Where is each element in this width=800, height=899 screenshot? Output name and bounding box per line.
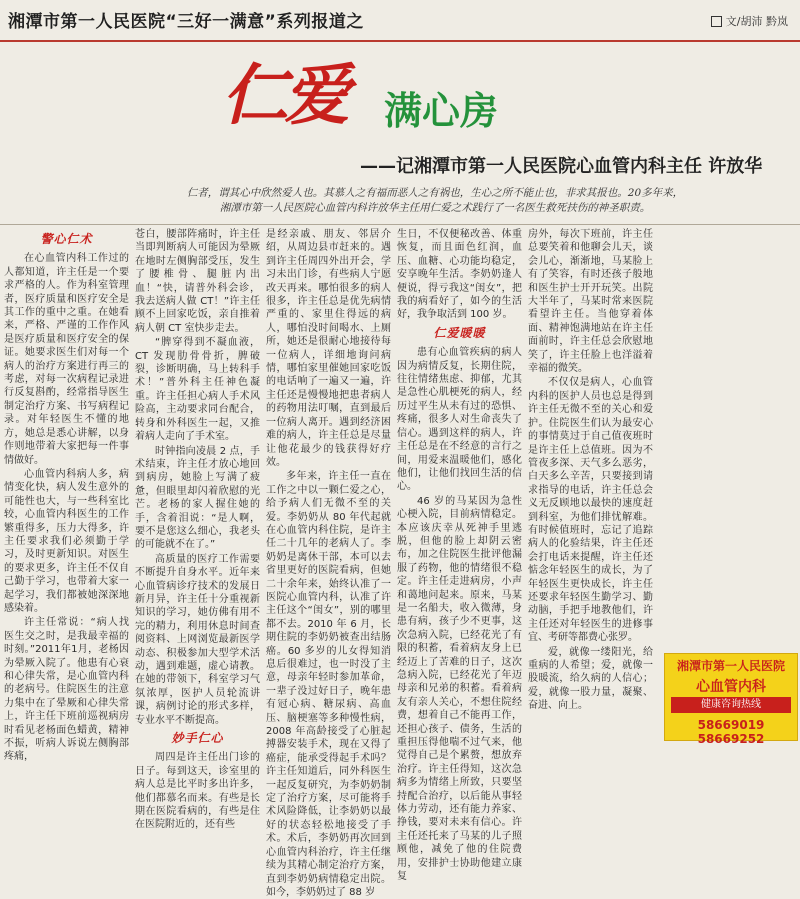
ad-title: 湘潭市第一人民医院 [676, 659, 785, 673]
lead-line-1: 仁者，谓其心中欣然爱人也。其慕人之有福而恶人之有祸也，生心之所不能止也，非求其报也。20多年来， [186, 187, 684, 199]
section-heading: 妙手仁心 [171, 731, 224, 746]
column-5 [528, 228, 653, 738]
column-3 [266, 228, 391, 898]
article-lead [110, 186, 760, 216]
paragraph: 是经亲戚、朋友、邻居介绍，从周边县市赶来的。遇到许主任周四外出开会，学习未出门诊，有些病人宁愿改天再来。哪怕很多的病人很多，许主任总是优先病情严重的、家里住得远的病人，哪怕没时间喝水、上厕所，她还是很耐心地接待每一位病人，详细地询问病情，哪怕家里催她回家吃饭的电话响了一遍又一遍，许主任还是慢慢地把患者病人的药物用法叮嘱，直到最后一位病人离开。遇到经济困难的病人，许主任总是尽量让他花最少的钱获得好疗效。 [266, 229, 391, 468]
headline-red-calligraphy: 仁爱 [222, 56, 346, 134]
paragraph: 在心血管内科工作过的人都知道，许主任是一个要求严格的人。作为科室管理者，医疗质量和医疗安全是其工作的重中之重。在她看来，严格、严谨的工作作风是医疗质量和医疗安全的保证。她要求医生们对每一个病人的治疗方案进行再三的考虑，对每一次病程记录进行反复斟酌，经常指导医生制定治疗方案、书写病程记录。对年轻医生不懂的地方，她总是悉心讲解，以身作则地带着大家把每一件事情做好。 [4, 253, 129, 466]
paragraph: 时钟指向凌晨 2 点，手术结束，许主任才放心地回到病房，她脸上写满了疲惫，但眼里却闪着欣慰的光芒。老杨的家人握住她的手，含着泪说：“是人啊，要不是您这么细心，我老头的可能就不在了。” [135, 445, 260, 551]
square-icon [711, 16, 722, 27]
paragraph: 不仅仅是病人，心血管内科的医护人员也总是得到许主任无微不至的关心和爱护。住院医生们认为最安心的事情莫过于自己值夜班时是许主任上总值班。因为不管夜多深、天气多么恶劣，白天多么辛苦，只要接到请求指导的电话，许主任总会义无反顾地以最快的速度赶到科室，为他们排忧解难。有时候值班时，忘记了追踪病人的化验结果，许主任还会打电话来提醒，许主任还惦念年轻医生的成长，为了年轻医生更快成长，许主任还要求年轻医生勤学习、勤动脑，手把手地教他们，许主任还对年轻医生的进修事宜、考研等都费心张罗。 [528, 377, 653, 644]
column-2 [135, 228, 260, 831]
paragraph: 许主任常说：“病人找医生交之时，是我最幸福的时刻。”2011年1月，老杨因为晕厥入院了。他患有心衰和心律失常，是心血管内科的老病号。住院医生的注意力集中在了晕厥和心律失常上，许主任下班前巡视病房时看见老杨面色蜡黄，精神不振，听病人诉说左侧胸部疼痛， [4, 617, 129, 763]
paragraph: “脾穿得到不凝血液，CT 发现肋骨骨折，脾破裂，诊断明确，马上转科手术！”普外科主任神色凝重。许主任担心病人手术风险高，主动要求同台配合，转身和外科医生一起，又推着病人走向了手术室。 [135, 337, 260, 443]
series-title: 湘潭市第一人民医院“三好一满意”系列报道之 [8, 12, 364, 32]
section-heading: 仁爱暖暖 [433, 325, 486, 340]
headline-green: 满心房 [384, 89, 499, 133]
paragraph: 苍白，腰部阵痛时，许主任当即判断病人可能因为晕厥在地时左侧胸部受压，发生了腰椎骨、腿脏内出血！“快，请普外科会诊，我去送病人做 CT！”许主任顾不上回家吃饭，亲自推着病人朝 CT 室快步走去。 [135, 229, 260, 334]
hospital-ad-box [664, 653, 798, 746]
byline [711, 13, 788, 29]
lead-line-2: 湘潭市第一人民医院心血管内科许放华主任用仁爱之术践行了一名医生救死扶伤的神圣职责。 [219, 202, 651, 214]
ad-phone-numbers: 58669019 58669252 [697, 718, 765, 746]
paragraph: 多年来，许主任一直在工作之中以一颗仁爱之心，给予病人们无微不至的关爱。李奶奶从 80 年代起就在心血管内科住院，是许主任二十几年的老病人了。李奶奶是离休干部，本可以去省里更好的医院看病，但她二十余年来，始终认准了一医院心血管内科，认准了许主任这个“闺女”，别的哪里都不去。2010 年 6 月，长期住院的李奶奶被查出结肠癌。60 多岁的儿女得知消息后很难过，也一时没了主意，母亲年轻时参加革命，一辈子没过好日子，晚年患有冠心病、糖尿病、高血压、脑梗塞等多种慢性病，2008 年高龄接受了心脏起搏器安装手术，现在又得了癌症，能承受得起手术吗？许主任知道后，同外科医生一起反复研究，为李奶奶制定了治疗方案，尽可能将手术风险降低，让李奶奶以最好的状态轻松地接受了手术。术后，李奶奶再次回到心血管内科治疗，许主任继续为其精心制定治疗方案，直到李奶奶病情稳定出院。如今，李奶奶过了 88 岁 [266, 471, 391, 898]
column-4 [397, 228, 522, 883]
section-heading: 警心仁术 [40, 232, 93, 246]
page-header [0, 0, 800, 42]
paragraph: 患有心血管疾病的病人因为病情反复，长期住院，往往情绪焦虑、抑郁，尤其是急性心肌梗死的病人，经历过平生从未有过的恐惧、疼痛，很多人对生命丧失了信心。遇到这样的病人，许主任总是在不经意的言行之间，用爱来温暖他们，感化他们，让他们找回生活的信心。 [397, 347, 522, 493]
paragraph: 房外，每次下班前，许主任总要笑着和他聊会儿天，谈会儿心，渐渐地，马某脸上有了笑容，有时还孩子般地和医生护士开开玩笑。出院大半年了，马某时常来医院看望许主任。当他穿着体面、精神饱满地站在许主任面前时，许主任总会欣慰地笑了，许主任脸上也洋溢着幸福的微笑。 [528, 229, 653, 375]
paragraph: 生日，不仅便秘改善、体重恢复，而且面色红润，血压、血糖、心功能均稳定，安享晚年生活。李奶奶逢人便说，得亏我这“闺女”，把我的病看好了，如今的生活好，我争取活到 100 岁。 [397, 229, 522, 321]
paragraph: 周四是许主任出门诊的日子。每到这天，诊室里的病人总是比平时多出许多，他们都慕名而来。有些是长期在医院看病的，有些是住在医院附近的，还有些 [135, 752, 260, 831]
ad-department: 心血管内科 [696, 679, 766, 695]
paragraph: 心血管内科病人多，病情变化快，病人发生意外的可能性也大，与一些科室比较，心血管内科医生的工作繁重得多，压力大得多，许主任要求我们必须勤于学习，及时更新知识。对医生的要求更多，许主任不仅自己勤于学习，也带着大家一起学习，我们都被她深深地感染着。 [4, 468, 129, 614]
paragraph: 爱，就像一缕阳光，给重病的人希望；爱，就像一股暖流，给久病的人信心；爱，就像一股力量，凝聚、奋进、向上。 [528, 646, 653, 712]
article-headline [0, 42, 800, 177]
ad-hotline-label: 健康咨询热线 [671, 697, 791, 713]
byline-text: 文/胡沛 黔岚 [725, 15, 788, 28]
paragraph: 高质量的医疗工作需要不断提升自身水平。近年来心血管病诊疗技术的发展日新月异，许主任十分重视新知识的学习，她仿佛有用不完的精力，利用休息时间查阅资料、上网浏览最新医学动态、积极参加大型学术活动，遇到难题，虚心请教。在她的带领下，科室学习气氛浓厚，医护人员轮流讲课，病例讨论的形式多样，专业水平不断提高。 [135, 553, 260, 726]
headline-subtitle: ——记湘潭市第一人民医院心血管内科主任 许放华 [360, 156, 763, 177]
divider [0, 224, 800, 225]
column-1 [4, 228, 129, 763]
paragraph: 46 岁的马某因为急性心梗入院，目前病情稳定。本应该庆幸从死神手里逃脱，但他的脸上却阴云密布，加之住院医生批评他漏服了药物，他的情绪很不稳定。许主任走进病房，小声和蔼地问起来。原来，马某是一名船夫，收入微薄，身患有病，孩子少不更事，这次急病入院，已经花光了有限的积蓄，看着病友身上已经迈上了苦难的日子，这次急病入院，已经花光了年迈母亲和兄弟的积蓄。看着病友有亲人关心，不想住院经费，想着自己不能再工作，还担心孩子、债务，生活的重担压得他喘不过气来，他觉得自己是个累赘，想放弃治疗。许主任得知，这次急病多为情绪上所致，只要坚持配合治疗，以后能从事轻体力劳动，还有能力养家、挣钱，要对未来有信心。许主任还托来了马某的儿子照顾他，减免了他的住院费用，安排护士协助他建立康复 [397, 495, 522, 883]
